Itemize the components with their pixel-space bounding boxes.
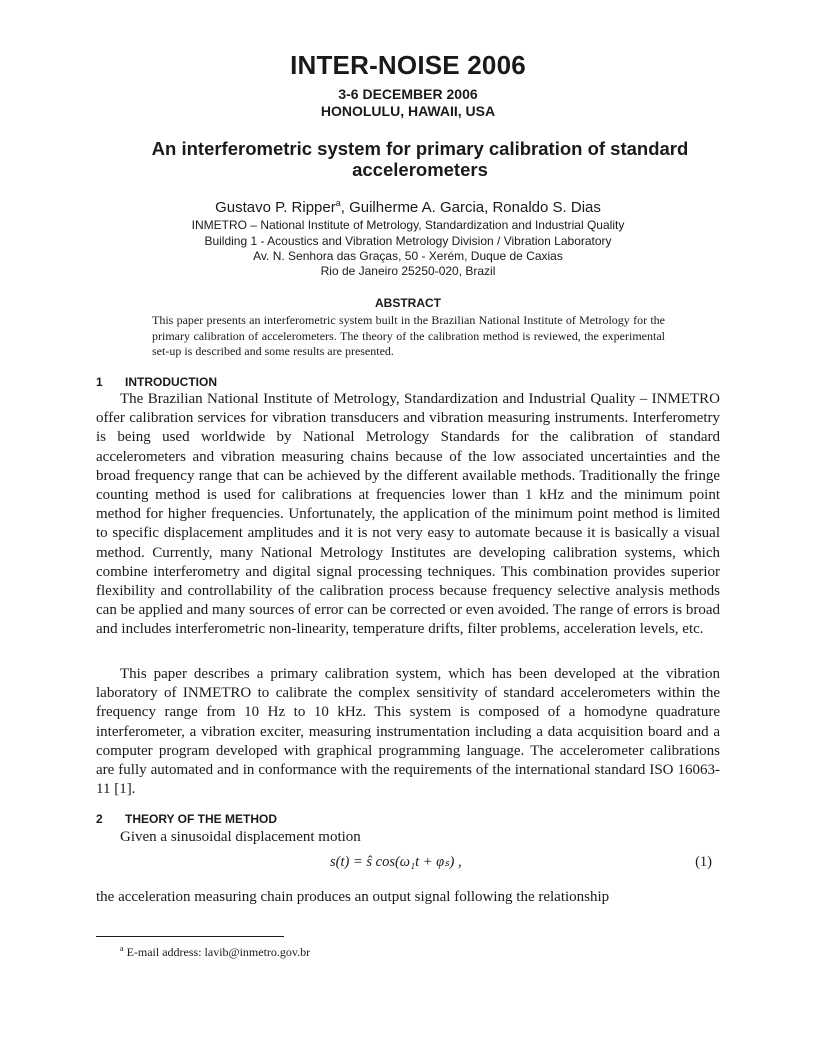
conference-date: 3-6 DECEMBER 2006	[338, 86, 478, 102]
section-number: 2	[96, 812, 103, 826]
abstract-text: This paper presents an interferometric system built in the Brazilian National Institute of Metrology for the primary calibration of accelerometers. The theory of the calibration method is reviewed, the experimental set-up is described and some results are presented.	[152, 313, 665, 358]
affiliation-line: Rio de Janeiro 25250-020, Brazil	[320, 264, 496, 278]
equation	[96, 854, 720, 874]
conference-title: INTER-NOISE 2006	[290, 50, 526, 80]
footnote	[120, 945, 310, 960]
conference-location: HONOLULU, HAWAII, USA	[320, 103, 496, 119]
author-rest: , Guilherme A. Garcia, Ronaldo S. Dias	[340, 199, 601, 216]
author-list	[0, 199, 816, 216]
author-first: Gustavo P. Ripper	[215, 199, 336, 216]
footnote-marker: a	[120, 944, 124, 953]
section-heading	[96, 375, 217, 389]
body-paragraph: The Brazilian National Institute of Metrology, Standardization and Industrial Quality – INMETRO offer calibration services for vibration transducers and vibration measuring instruments. Interferometry is being used worldwide by National Metrology Standards for the calibration of standard accelerometers and vibration measuring chains because of the low associated uncertainties and the broad frequency range that can be achieved by the different available methods. Traditionally the fringe counting method is used for calibrations at frequencies lower than 1 kHz and the minimum point method for higher frequencies. Unfortunately, the application of the minimum point method is limited to specific displacement amplitudes and it is not very easy to automate because it is basically a visual method. Currently, many National Metrology Institutes are developing calibration systems, which combine interferometry and digital signal processing techniques. This combination provides superior flexibility and controllability of the calibration process because frequency selective analysis methods can be applied and many sources of error can be corrected or even avoided. The range of errors is broad and includes interferometric non-linearity, temperature drifts, filter problems, acceleration levels, etc.	[96, 391, 720, 638]
equation-expression: s(t) = ŝ cos(ω₁t + φₛ) ,	[330, 854, 462, 870]
body-text: the acceleration measuring chain produces an output signal following the relationship	[96, 889, 610, 905]
section-title: INTRODUCTION	[125, 375, 217, 389]
author-footnote-marker: a	[335, 198, 341, 208]
abstract-heading: ABSTRACT	[375, 296, 441, 310]
footnote-text: E-mail address: lavib@inmetro.gov.br	[123, 945, 311, 959]
affiliation-line: Av. N. Senhora das Graças, 50 - Xerém, Duque de Caxias	[253, 249, 563, 263]
section-number: 1	[96, 375, 103, 389]
affiliation-line: INMETRO – National Institute of Metrology, Standardization and Industrial Quality	[191, 218, 625, 232]
section-title: THEORY OF THE METHOD	[125, 812, 278, 826]
footnote-rule	[96, 936, 284, 937]
paper-title: An interferometric system for primary calibration of standard accelerometers	[151, 138, 689, 180]
section-heading	[96, 812, 277, 826]
body-paragraph: This paper describes a primary calibration system, which has been developed at the vibration laboratory of INMETRO to calibrate the complex sensitivity of standard accelerometers within the frequency range from 10 Hz to 10 kHz. This system is composed of a homodyne quadrature interferometer, a vibration exciter, measuring instrumentation including a data acquisition board and a computer program developed with graphical programming language. The accelerometer calibrations are fully automated and in conformance with the requirements of the international standard ISO 16063-11 [1].	[96, 666, 720, 798]
body-paragraph: Given a sinusoidal displacement motion	[120, 829, 361, 845]
equation-number: (1)	[695, 854, 712, 870]
affiliation-line: Building 1 - Acoustics and Vibration Metrology Division / Vibration Laboratory	[204, 234, 612, 248]
